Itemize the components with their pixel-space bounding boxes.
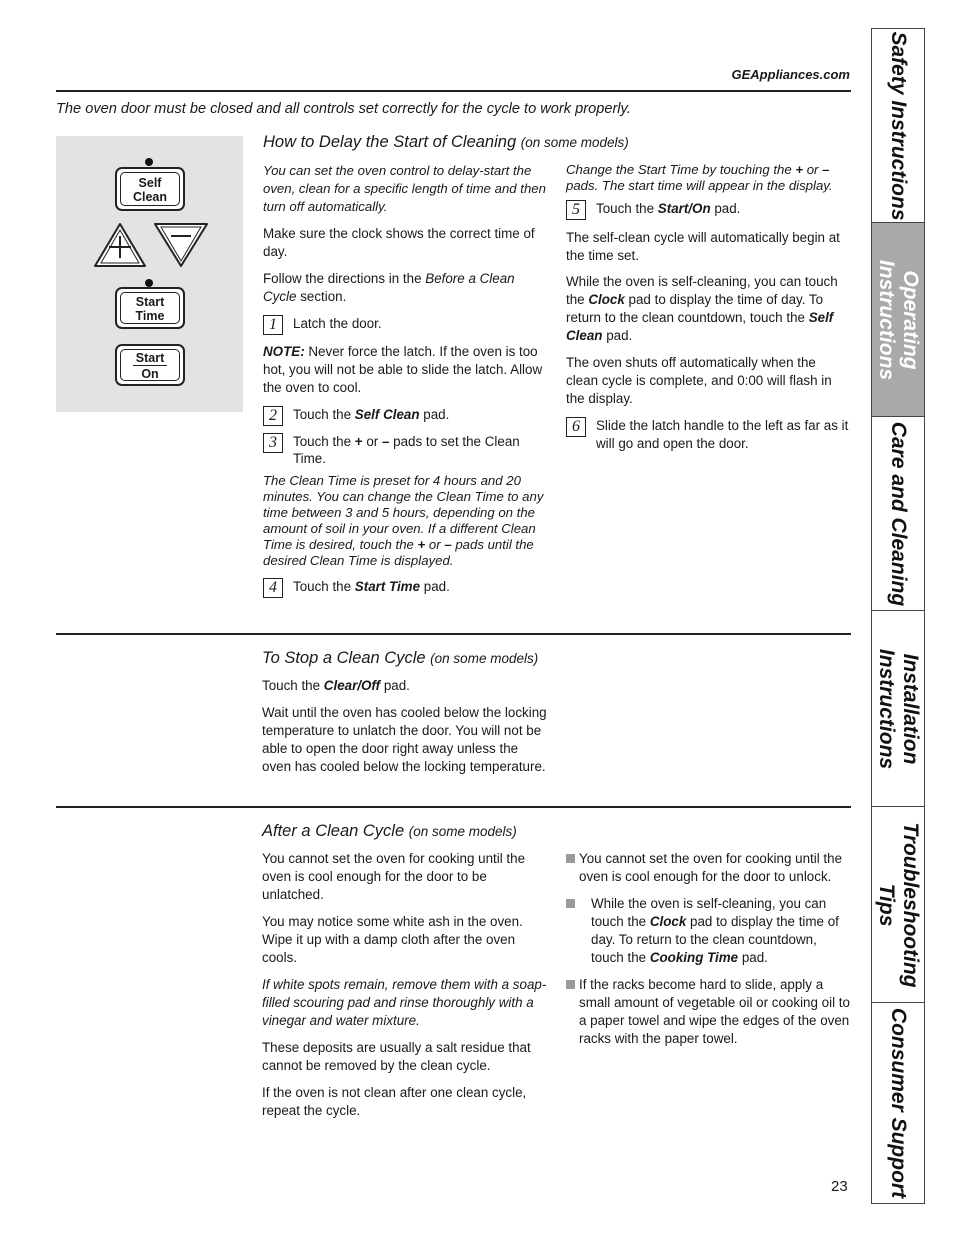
delay-intro: You can set the oven control to delay-start the oven, clean for a specific length of time and then turn off automatically. [263, 163, 546, 214]
delay-heading: How to Delay the Start of Cleaning (on some models) [263, 133, 629, 151]
change-start-text: Change the Start Time by touching the + or – pads. The start time will appear in the display. [566, 162, 833, 193]
section-rule [56, 633, 851, 635]
stop-heading: To Stop a Clean Cycle (on some models) [262, 649, 539, 667]
note-text: NOTE: Never force the latch. If the oven is too hot, you will not be able to slide the latch. Allow the oven to cool. [263, 344, 543, 395]
tab-installation-instructions[interactable]: Installation Instructions [872, 611, 924, 807]
start-on-key [115, 344, 185, 386]
key-label: Start [135, 295, 165, 309]
after-right-column [566, 850, 850, 1048]
after-bullet-3: If the racks become hard to slide, apply a small amount of vegetable oil or cooking oil to a paper towel and wipe the edges of the oven racks with the paper towel. [566, 976, 850, 1048]
begin-text: The self-clean cycle will automatically begin at the time set. [566, 230, 840, 263]
after-heading: After a Clean Cycle (on some models) [262, 822, 517, 840]
key-label: On [141, 367, 159, 381]
indicator-light [145, 279, 153, 287]
after-bullet-2: While the oven is self-cleaning, you can touch the Clock pad to display the time of day. To return to the clean countdown, touch the Cooking Time pad. [566, 895, 850, 967]
step-6: 6 Slide the latch handle to the left as far as it will go and open the door. [566, 417, 850, 453]
after-p3: If white spots remain, remove them with a soap-filled scouring pad and rinse thoroughly with a vinegar and water mixture. [262, 977, 547, 1028]
tab-troubleshooting-tips[interactable]: Troubleshooting Tips [872, 807, 924, 1003]
key-label: Clean [132, 190, 168, 204]
after-p4: These deposits are usually a salt residue that cannot be removed by the clean cycle. [262, 1040, 531, 1073]
minus-key-icon [155, 224, 207, 266]
directions-text: Follow the directions in the Before a Clean Cycle section. [263, 271, 515, 304]
keypad-illustration [56, 136, 243, 412]
tab-consumer-support[interactable]: Consumer Support [887, 1007, 910, 1199]
plus-key-icon [95, 224, 145, 266]
intro-text: The oven door must be closed and all controls set correctly for the cycle to work properly. [56, 101, 631, 117]
start-time-key [115, 287, 185, 329]
plus-minus-keys [90, 221, 210, 271]
indicator-light [145, 158, 153, 166]
after-p2: You may notice some white ash in the oven. Wipe it up with a damp cloth after the oven cools. [262, 914, 523, 965]
key-label: Time [135, 309, 165, 323]
header-rule [56, 90, 851, 92]
site-url: GEAppliances.com [731, 67, 850, 82]
after-p1: You cannot set the oven for cooking until the oven is cool enough for the door to be unlatched. [262, 851, 526, 902]
after-bullet-1: You cannot set the oven for cooking until the oven is cool enough for the door to unlock. [566, 850, 850, 886]
section-rule [56, 806, 851, 808]
key-label: Start [133, 351, 167, 366]
after-p5: If the oven is not clean after one clean cycle, repeat the cycle. [262, 1085, 527, 1118]
while-cleaning-text: While the oven is self-cleaning, you can touch the Clock pad to display the time of day. To return to the clean countdown, touch the Self Clean pad. [566, 274, 838, 343]
tab-operating-instructions[interactable]: Operating Instructions [872, 223, 924, 417]
shutoff-text: The oven shuts off automatically when the clean cycle is complete, and 0:00 will flash in the display. [566, 355, 832, 406]
stop-column [262, 677, 548, 776]
key-label: Self [138, 176, 162, 190]
tab-care-and-cleaning[interactable]: Care and Cleaning [872, 417, 924, 611]
clock-tip: Make sure the clock shows the correct time of day. [263, 226, 535, 259]
step-1: 1 Latch the door. [263, 315, 547, 335]
step-4: 4 Touch the Start Time pad. [263, 578, 547, 598]
clear-off-text: Touch the Clear/Off pad. [262, 678, 410, 693]
cooling-text: Wait until the oven has cooled below the locking temperature to unlatch the door. You will not be able to open the door right away unless the oven has cooled below the locking temperature. [262, 705, 547, 774]
tab-safety-instructions[interactable]: Safety Instructions [872, 29, 924, 223]
step-5: 5 Touch the Start/On pad. [566, 200, 850, 220]
after-left-column [262, 850, 548, 1120]
self-clean-key [115, 167, 185, 211]
step-3: 3 Touch the + or – pads to set the Clean Time. [263, 433, 547, 467]
preset-text: The Clean Time is preset for 4 hours and 20 minutes. You can change the Clean Time to any time between 3 and 5 hours, depending on the amount of soil in your oven. If a different Clean Time is desired, touch the + or – pads until the desired Clean Time is displayed. [263, 473, 544, 568]
section-tabs [871, 28, 925, 1204]
page-number: 23 [831, 1178, 848, 1195]
delay-left-column [263, 162, 547, 598]
delay-right-column [566, 162, 850, 453]
step-2: 2 Touch the Self Clean pad. [263, 406, 547, 426]
